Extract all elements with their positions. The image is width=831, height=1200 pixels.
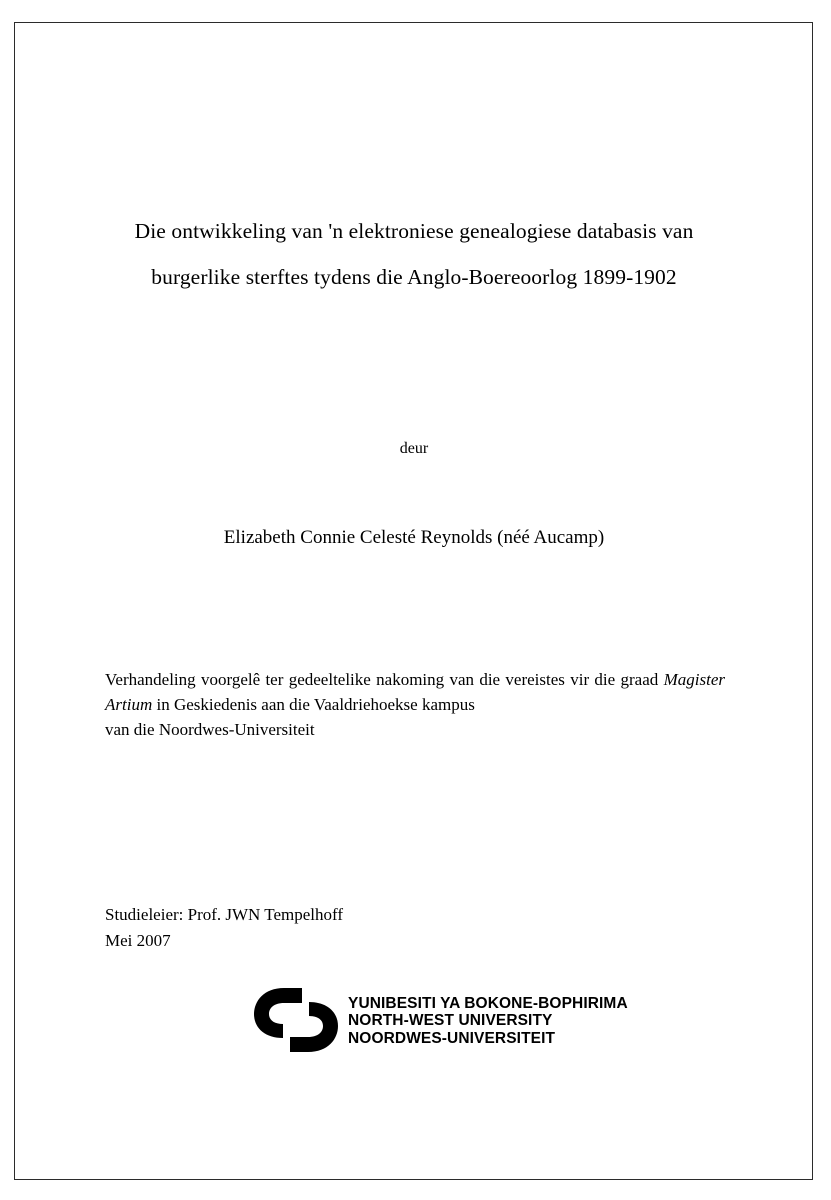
logo-line-3: NOORDWES-UNIVERSITEIT	[348, 1029, 556, 1047]
degree-statement-part1: Verhandeling voorgelê ter gedeeltelike nakoming van die vereistes vir die graad	[105, 670, 664, 689]
logo-line-2: NORTH-WEST UNIVERSITY	[348, 1012, 553, 1030]
university-logo-text	[348, 993, 628, 1048]
byline-label: deur	[399, 440, 429, 457]
supervisor-line: Studieleier: Prof. JWN Tempelhoff	[105, 905, 344, 924]
degree-statement	[105, 667, 725, 742]
title-page-content	[100, 22, 728, 1180]
title-line-2: burgerlike sterftes tydens die Anglo-Boereoorlog 1899-1902	[151, 265, 677, 289]
page-title	[100, 208, 728, 300]
supervisor-and-date	[105, 902, 725, 954]
author-name: Elizabeth Connie Celesté Reynolds (néé Aucamp)	[223, 527, 605, 548]
university-logo	[250, 980, 670, 1060]
title-line-1: Die ontwikkeling van 'n elektroniese genealogiese databasis van	[134, 219, 694, 243]
degree-statement-part2: in Geskiedenis aan die Vaaldriehoekse kampus	[152, 695, 475, 714]
date-line: Mei 2007	[105, 931, 171, 950]
logo-line-1: YUNIBESITI YA BOKONE-BOPHIRIMA	[348, 994, 628, 1012]
degree-statement-part3: van die Noordwes-Universiteit	[105, 720, 315, 739]
degree-name: Magister Artium	[105, 670, 725, 714]
nwu-logo-mark-icon	[250, 984, 342, 1056]
